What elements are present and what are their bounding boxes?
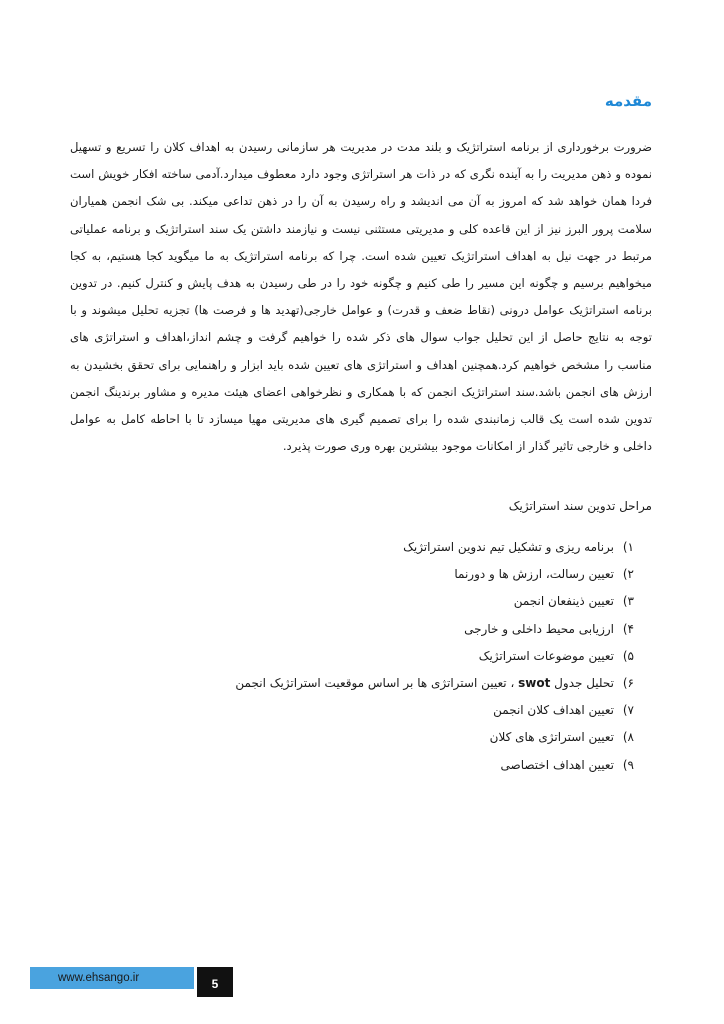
- list-item: [74, 697, 634, 724]
- list-item: [74, 643, 634, 670]
- list-item-number: ۱): [622, 540, 634, 554]
- page-number: 5: [197, 967, 233, 997]
- list-item: [74, 616, 634, 643]
- list-item-text: تعیین موضوعات استراتژیک: [478, 648, 614, 663]
- list-item-text: تعیین اهداف کلان انجمن: [493, 703, 614, 718]
- list-item-text: ارزیابی محیط داخلی و خارجی: [464, 621, 614, 636]
- steps-list: [74, 534, 634, 779]
- list-item-number: ۳): [622, 594, 634, 609]
- swot-term: swot: [518, 675, 551, 690]
- list-item: [74, 561, 634, 588]
- list-item-number: ۵): [622, 648, 634, 663]
- list-item-text: تعیین استراتژی های کلان: [489, 730, 614, 745]
- list-item-number: ۹): [622, 757, 634, 772]
- list-item-text-continued: ، تعیین استراتژی ها بر اساس موقعیت استراتژیک انجمن: [235, 675, 519, 690]
- list-item: [74, 534, 634, 561]
- list-item-text: تعیین رسالت، ارزش ها و دورنما: [454, 567, 614, 582]
- list-item-number: ۴): [622, 621, 634, 636]
- list-item-text: تعیین اهداف اختصاصی: [500, 757, 614, 772]
- footer-website-link[interactable]: www.ehsango.ir: [30, 967, 194, 989]
- list-item: [74, 588, 634, 615]
- list-item: [74, 752, 634, 779]
- list-item-number: ۶): [622, 675, 634, 690]
- list-item-number: ۲): [622, 567, 634, 582]
- list-item-text: برنامه ریزی و تشکیل تیم ندوین استراتژیک: [403, 540, 614, 554]
- list-item-number: ۷): [622, 703, 634, 718]
- steps-title: مراحل تدوین سند استراتژیک: [508, 499, 652, 513]
- list-item-text: تحلیل جدول: [550, 675, 614, 690]
- list-item-text: تعیین ذینفعان انجمن: [513, 594, 614, 609]
- list-item-number: ۸): [622, 730, 634, 745]
- list-item: [74, 670, 634, 697]
- section-heading: مقدمه: [604, 92, 652, 110]
- intro-paragraph: ضرورت برخورداری از برنامه استراتژیک و بلند مدت در مدیریت هر سازمانی رسیدن به اهداف کلان را تسریع و تسهیل نموده و ذهن مدیریت را به آینده نگری که در ذات هر استراتژی وجود دارد معطوف میدارد.آدمی ساخته افکار خویش است فردا همان خواهد شد که امروز به آن می اندیشد و راه رسیدن به آن را در ذهن تداعی میکند. بی شک انجمن همیاران سلامت پرور البرز نیز از این قاعده کلی و مدیریتی مستثنی نیست و نیازمند داشتن یک سند استراتژیک و برنامه عملیاتی مرتبط در جهت نیل به اهداف استراتژیک تعیین شده است. چرا که برنامه استراتژیک به ما میگوید کجا هستیم، به کجا میخواهیم برسیم و چگونه این مسیر را طی کنیم و چگونه خود را در طی رسیدن به هدف پایش و کنترل کنیم. در تدوین برنامه استراتژیک عوامل درونی (نقاط ضعف و قدرت) و عوامل خارجی(تهدید ها و فرصت ها) تجزیه تحلیل میشوند و با توجه به نتایج حاصل از این تحلیل جواب سوال های ذکر شده را خواهیم گرفت و چشم انداز،اهداف و استراتژی های مناسب را مشخص خواهیم کرد.همچنین اهداف و استراتژی های تعیین شده باید ابزار و راهنمایی برای تحقق بخشیدن به ارزش های انجمن باشد.سند استراتژیک انجمن که با همکاری و نظرخواهی اعضای هیئت مدیره و مشاور برندینگ انجمن تدوین شده است یک قالب زمانبندی شده را برای تصمیم گیری های مدیریتی مهیا میسازد تا با احاطه کامل به عوامل داخلی و خارجی تاثیر گذار از امکانات موجود بیشترین بهره وری صورت پذیرد.: [70, 140, 652, 454]
- list-item: [74, 724, 634, 751]
